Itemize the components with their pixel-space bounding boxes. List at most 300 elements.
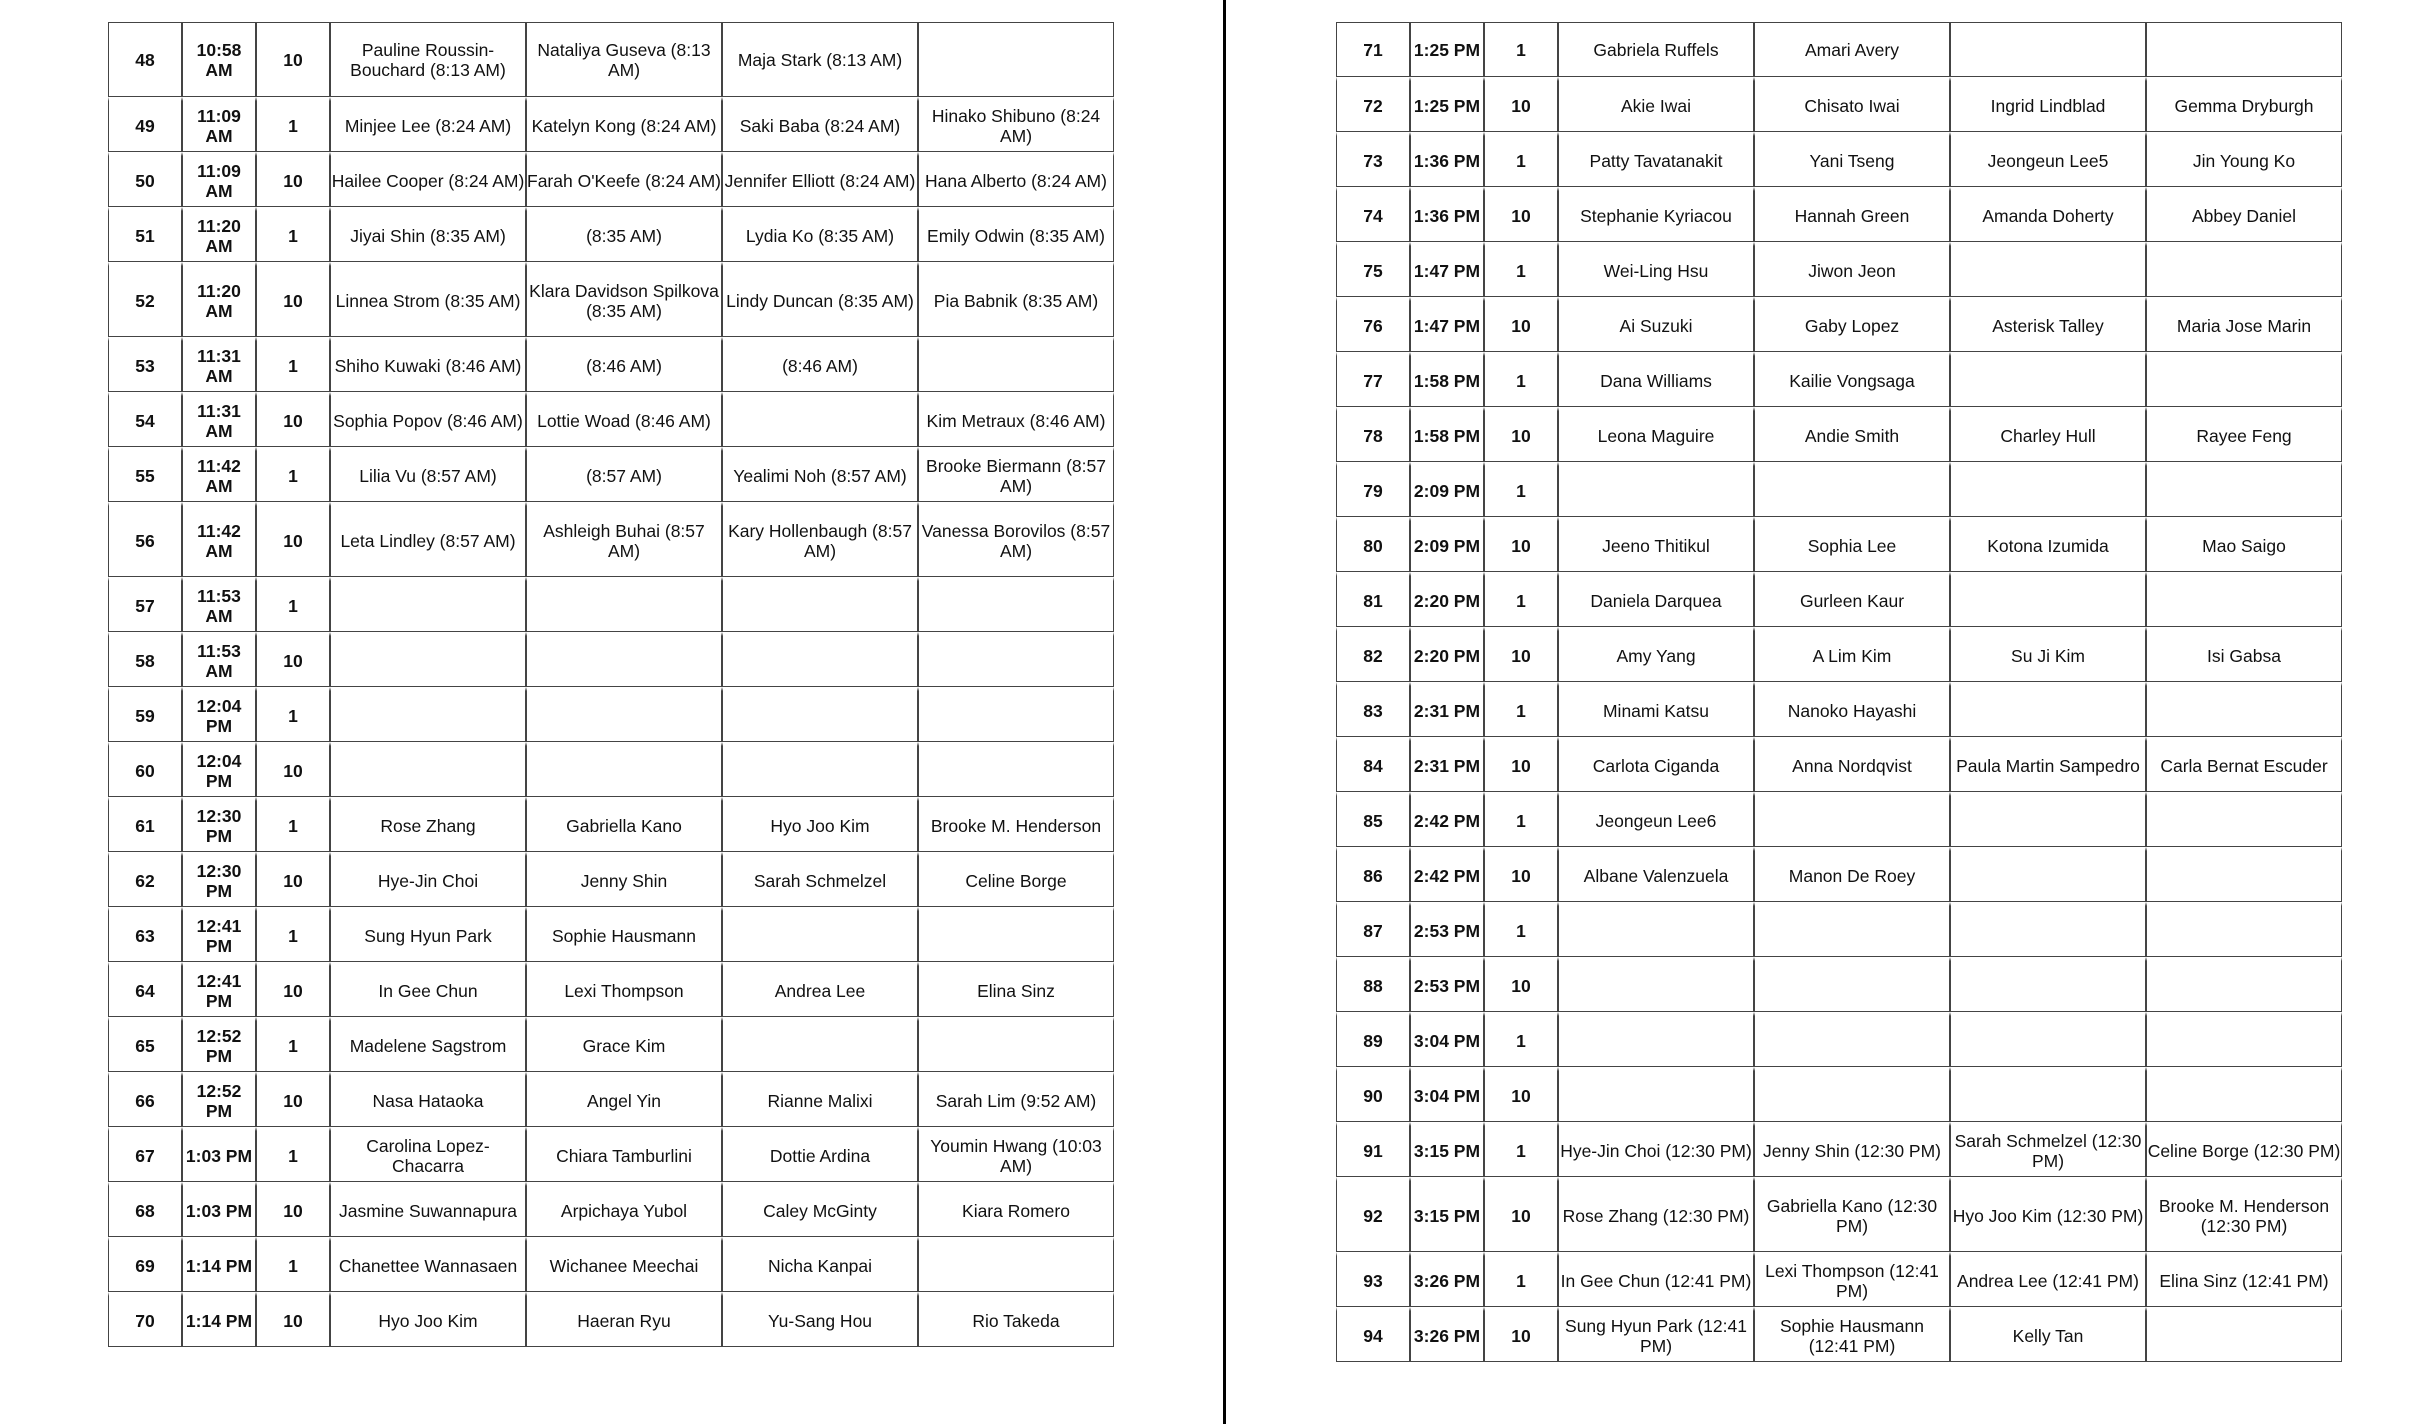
tee-time: 2:31 PM <box>1410 737 1484 792</box>
player-cell: Jenny Shin (12:30 PM) <box>1754 1122 1950 1177</box>
group-number: 90 <box>1336 1067 1410 1122</box>
player-cell: Yealimi Noh (8:57 AM) <box>722 447 918 502</box>
tee-time-row <box>1336 792 2342 847</box>
starting-tee: 1 <box>1484 902 1558 957</box>
tee-time-row <box>108 907 1114 962</box>
player-cell: Nataliya Guseva (8:13 AM) <box>526 22 722 97</box>
player-cell: Gabriella Kano <box>526 797 722 852</box>
group-number: 84 <box>1336 737 1410 792</box>
player-cell <box>1950 682 2146 737</box>
player-cell <box>1950 22 2146 77</box>
tee-time-row <box>1336 407 2342 462</box>
group-number: 75 <box>1336 242 1410 297</box>
tee-time-row <box>108 262 1114 337</box>
player-cell: Sarah Schmelzel (12:30 PM) <box>1950 1122 2146 1177</box>
starting-tee: 1 <box>1484 462 1558 517</box>
tee-sheet-right-page <box>1336 22 2342 1362</box>
tee-time: 12:41 PM <box>182 962 256 1017</box>
player-cell: Abbey Daniel <box>2146 187 2342 242</box>
tee-time-row <box>108 577 1114 632</box>
player-cell: Manon De Roey <box>1754 847 1950 902</box>
tee-time-row <box>108 1127 1114 1182</box>
tee-time-row <box>108 632 1114 687</box>
group-number: 65 <box>108 1017 182 1072</box>
tee-time-row <box>108 852 1114 907</box>
group-number: 81 <box>1336 572 1410 627</box>
group-number: 52 <box>108 262 182 337</box>
tee-time-row <box>108 797 1114 852</box>
player-cell: (8:57 AM) <box>526 447 722 502</box>
player-cell: Wei-Ling Hsu <box>1558 242 1754 297</box>
player-cell <box>330 742 526 797</box>
group-number: 66 <box>108 1072 182 1127</box>
tee-time: 1:25 PM <box>1410 77 1484 132</box>
group-number: 87 <box>1336 902 1410 957</box>
tee-time: 1:36 PM <box>1410 187 1484 242</box>
player-cell <box>1950 242 2146 297</box>
player-cell: Elina Sinz (12:41 PM) <box>2146 1252 2342 1307</box>
tee-time-row <box>1336 902 2342 957</box>
tee-time: 2:42 PM <box>1410 847 1484 902</box>
player-cell: Gabriela Ruffels <box>1558 22 1754 77</box>
starting-tee: 10 <box>256 1292 330 1347</box>
group-number: 78 <box>1336 407 1410 462</box>
group-number: 49 <box>108 97 182 152</box>
player-cell: Hailee Cooper (8:24 AM) <box>330 152 526 207</box>
tee-time-row <box>1336 462 2342 517</box>
group-number: 80 <box>1336 517 1410 572</box>
player-cell <box>1754 1012 1950 1067</box>
group-number: 73 <box>1336 132 1410 187</box>
tee-time: 2:20 PM <box>1410 572 1484 627</box>
player-cell: Amy Yang <box>1558 627 1754 682</box>
group-number: 53 <box>108 337 182 392</box>
player-cell <box>526 577 722 632</box>
player-cell <box>1950 1067 2146 1122</box>
player-cell: Ai Suzuki <box>1558 297 1754 352</box>
player-cell: Chisato Iwai <box>1754 77 1950 132</box>
player-cell <box>722 907 918 962</box>
group-number: 94 <box>1336 1307 1410 1362</box>
player-cell: Asterisk Talley <box>1950 297 2146 352</box>
tee-time-row <box>1336 187 2342 242</box>
player-cell: Hye-Jin Choi <box>330 852 526 907</box>
starting-tee: 1 <box>1484 682 1558 737</box>
player-cell: Kailie Vongsaga <box>1754 352 1950 407</box>
starting-tee: 10 <box>1484 957 1558 1012</box>
player-cell: Rianne Malixi <box>722 1072 918 1127</box>
player-cell <box>1754 957 1950 1012</box>
player-cell <box>722 742 918 797</box>
player-cell: Sophia Popov (8:46 AM) <box>330 392 526 447</box>
player-cell: Carlota Ciganda <box>1558 737 1754 792</box>
player-cell: Celine Borge <box>918 852 1114 907</box>
tee-time: 11:20 AM <box>182 207 256 262</box>
page-divider <box>1223 0 1226 1424</box>
player-cell: Ashleigh Buhai (8:57 AM) <box>526 502 722 577</box>
player-cell: Lexi Thompson (12:41 PM) <box>1754 1252 1950 1307</box>
player-cell: Jeongeun Lee6 <box>1558 792 1754 847</box>
tee-time-row <box>1336 1252 2342 1307</box>
starting-tee: 10 <box>256 632 330 687</box>
tee-time: 12:30 PM <box>182 852 256 907</box>
tee-time-row <box>1336 22 2342 77</box>
group-number: 89 <box>1336 1012 1410 1067</box>
tee-time-row <box>1336 1122 2342 1177</box>
starting-tee: 1 <box>1484 792 1558 847</box>
player-cell: Arpichaya Yubol <box>526 1182 722 1237</box>
tee-time-row <box>108 152 1114 207</box>
tee-time: 3:26 PM <box>1410 1307 1484 1362</box>
tee-time: 1:14 PM <box>182 1237 256 1292</box>
player-cell: Kelly Tan <box>1950 1307 2146 1362</box>
starting-tee: 10 <box>1484 847 1558 902</box>
player-cell: Anna Nordqvist <box>1754 737 1950 792</box>
player-cell: Maria Jose Marin <box>2146 297 2342 352</box>
group-number: 58 <box>108 632 182 687</box>
group-number: 76 <box>1336 297 1410 352</box>
group-number: 60 <box>108 742 182 797</box>
starting-tee: 10 <box>256 852 330 907</box>
group-number: 88 <box>1336 957 1410 1012</box>
player-cell <box>2146 572 2342 627</box>
player-cell: Andrea Lee (12:41 PM) <box>1950 1252 2146 1307</box>
player-cell: Rio Takeda <box>918 1292 1114 1347</box>
player-cell: Amari Avery <box>1754 22 1950 77</box>
player-cell: Jiwon Jeon <box>1754 242 1950 297</box>
player-cell: Stephanie Kyriacou <box>1558 187 1754 242</box>
player-cell: Celine Borge (12:30 PM) <box>2146 1122 2342 1177</box>
player-cell: Dottie Ardina <box>722 1127 918 1182</box>
player-cell <box>722 577 918 632</box>
player-cell: Hinako Shibuno (8:24 AM) <box>918 97 1114 152</box>
starting-tee: 1 <box>256 1237 330 1292</box>
group-number: 67 <box>108 1127 182 1182</box>
player-cell <box>1754 902 1950 957</box>
player-cell: Patty Tavatanakit <box>1558 132 1754 187</box>
player-cell <box>526 687 722 742</box>
starting-tee: 1 <box>1484 132 1558 187</box>
tee-time-row <box>1336 132 2342 187</box>
player-cell: Rose Zhang <box>330 797 526 852</box>
group-number: 85 <box>1336 792 1410 847</box>
group-number: 61 <box>108 797 182 852</box>
tee-time: 12:52 PM <box>182 1017 256 1072</box>
starting-tee: 1 <box>256 797 330 852</box>
tee-time: 1:36 PM <box>1410 132 1484 187</box>
tee-time: 2:09 PM <box>1410 462 1484 517</box>
player-cell: (8:46 AM) <box>526 337 722 392</box>
player-cell: (8:35 AM) <box>526 207 722 262</box>
player-cell <box>1950 957 2146 1012</box>
starting-tee: 10 <box>1484 187 1558 242</box>
player-cell: Isi Gabsa <box>2146 627 2342 682</box>
player-cell <box>1950 352 2146 407</box>
player-cell <box>2146 242 2342 297</box>
starting-tee: 10 <box>1484 1307 1558 1362</box>
group-number: 93 <box>1336 1252 1410 1307</box>
player-cell <box>330 632 526 687</box>
tee-time-row <box>1336 352 2342 407</box>
starting-tee: 10 <box>256 262 330 337</box>
tee-time-row <box>108 337 1114 392</box>
group-number: 79 <box>1336 462 1410 517</box>
tee-time-row <box>108 392 1114 447</box>
player-cell: Jin Young Ko <box>2146 132 2342 187</box>
tee-time: 12:04 PM <box>182 742 256 797</box>
player-cell <box>2146 902 2342 957</box>
group-number: 72 <box>1336 77 1410 132</box>
starting-tee: 1 <box>1484 1122 1558 1177</box>
starting-tee: 10 <box>1484 77 1558 132</box>
player-cell: In Gee Chun <box>330 962 526 1017</box>
player-cell: Sophie Hausmann <box>526 907 722 962</box>
tee-time-row <box>1336 77 2342 132</box>
player-cell: Kotona Izumida <box>1950 517 2146 572</box>
player-cell: Rose Zhang (12:30 PM) <box>1558 1177 1754 1252</box>
tee-time: 11:53 AM <box>182 577 256 632</box>
player-cell: Gemma Dryburgh <box>2146 77 2342 132</box>
group-number: 54 <box>108 392 182 447</box>
group-number: 70 <box>108 1292 182 1347</box>
tee-time: 1:47 PM <box>1410 242 1484 297</box>
starting-tee: 10 <box>1484 517 1558 572</box>
player-cell: Gaby Lopez <box>1754 297 1950 352</box>
tee-time-row <box>108 207 1114 262</box>
player-cell <box>1558 1012 1754 1067</box>
player-cell <box>918 577 1114 632</box>
starting-tee: 1 <box>256 207 330 262</box>
tee-time-row <box>1336 1307 2342 1362</box>
group-number: 74 <box>1336 187 1410 242</box>
player-cell: Su Ji Kim <box>1950 627 2146 682</box>
group-number: 56 <box>108 502 182 577</box>
player-cell: Lydia Ko (8:35 AM) <box>722 207 918 262</box>
player-cell <box>722 392 918 447</box>
tee-time: 11:42 AM <box>182 502 256 577</box>
player-cell: Jennifer Elliott (8:24 AM) <box>722 152 918 207</box>
tee-time: 1:03 PM <box>182 1127 256 1182</box>
tee-time: 2:53 PM <box>1410 902 1484 957</box>
tee-time-row <box>108 22 1114 97</box>
player-cell: Hannah Green <box>1754 187 1950 242</box>
player-cell: A Lim Kim <box>1754 627 1950 682</box>
player-cell <box>918 632 1114 687</box>
player-cell: Hye-Jin Choi (12:30 PM) <box>1558 1122 1754 1177</box>
player-cell <box>2146 462 2342 517</box>
player-cell: Paula Martin Sampedro <box>1950 737 2146 792</box>
player-cell: Kim Metraux (8:46 AM) <box>918 392 1114 447</box>
player-cell <box>1950 572 2146 627</box>
tee-time-row <box>108 1182 1114 1237</box>
group-number: 68 <box>108 1182 182 1237</box>
group-number: 63 <box>108 907 182 962</box>
tee-time-row <box>108 742 1114 797</box>
starting-tee: 1 <box>256 337 330 392</box>
player-cell: Charley Hull <box>1950 407 2146 462</box>
player-cell: Jiyai Shin (8:35 AM) <box>330 207 526 262</box>
player-cell: Farah O'Keefe (8:24 AM) <box>526 152 722 207</box>
starting-tee: 1 <box>256 907 330 962</box>
tee-time: 1:25 PM <box>1410 22 1484 77</box>
starting-tee: 10 <box>1484 407 1558 462</box>
player-cell: Vanessa Borovilos (8:57 AM) <box>918 502 1114 577</box>
player-cell <box>2146 957 2342 1012</box>
player-cell <box>918 742 1114 797</box>
tee-time: 1:58 PM <box>1410 352 1484 407</box>
player-cell: Lindy Duncan (8:35 AM) <box>722 262 918 337</box>
player-cell <box>1950 792 2146 847</box>
player-cell <box>1754 792 1950 847</box>
player-cell <box>330 577 526 632</box>
player-cell <box>2146 352 2342 407</box>
player-cell <box>918 22 1114 97</box>
group-number: 77 <box>1336 352 1410 407</box>
player-cell: Akie Iwai <box>1558 77 1754 132</box>
tee-time-row <box>108 1237 1114 1292</box>
tee-time: 12:52 PM <box>182 1072 256 1127</box>
starting-tee: 10 <box>256 1182 330 1237</box>
player-cell: Chanettee Wannasaen <box>330 1237 526 1292</box>
group-number: 82 <box>1336 627 1410 682</box>
player-cell <box>1950 847 2146 902</box>
group-number: 57 <box>108 577 182 632</box>
player-cell: Lottie Woad (8:46 AM) <box>526 392 722 447</box>
starting-tee: 10 <box>256 392 330 447</box>
player-cell: Ingrid Lindblad <box>1950 77 2146 132</box>
starting-tee: 10 <box>256 502 330 577</box>
starting-tee: 10 <box>1484 737 1558 792</box>
player-cell <box>2146 792 2342 847</box>
player-cell: Brooke M. Henderson <box>918 797 1114 852</box>
tee-times-table-right <box>1336 22 2342 1362</box>
tee-time: 3:04 PM <box>1410 1067 1484 1122</box>
player-cell: Brooke M. Henderson (12:30 PM) <box>2146 1177 2342 1252</box>
starting-tee: 1 <box>256 447 330 502</box>
tee-time: 12:30 PM <box>182 797 256 852</box>
starting-tee: 1 <box>1484 1012 1558 1067</box>
player-cell: Dana Williams <box>1558 352 1754 407</box>
tee-time: 11:09 AM <box>182 97 256 152</box>
player-cell: Hyo Joo Kim <box>722 797 918 852</box>
tee-time-row <box>1336 242 2342 297</box>
player-cell: Leta Lindley (8:57 AM) <box>330 502 526 577</box>
tee-time: 1:47 PM <box>1410 297 1484 352</box>
tee-time: 11:31 AM <box>182 337 256 392</box>
group-number: 71 <box>1336 22 1410 77</box>
tee-time-row <box>1336 1067 2342 1122</box>
tee-time: 2:09 PM <box>1410 517 1484 572</box>
starting-tee: 1 <box>256 97 330 152</box>
player-cell <box>722 1017 918 1072</box>
tee-time-row <box>1336 682 2342 737</box>
tee-time: 1:58 PM <box>1410 407 1484 462</box>
player-cell: Caley McGinty <box>722 1182 918 1237</box>
player-cell: Nanoko Hayashi <box>1754 682 1950 737</box>
tee-time-row <box>1336 627 2342 682</box>
player-cell: Hyo Joo Kim (12:30 PM) <box>1950 1177 2146 1252</box>
player-cell <box>2146 847 2342 902</box>
tee-time: 2:53 PM <box>1410 957 1484 1012</box>
tee-time: 1:03 PM <box>182 1182 256 1237</box>
player-cell: Madelene Sagstrom <box>330 1017 526 1072</box>
player-cell: Hyo Joo Kim <box>330 1292 526 1347</box>
tee-time: 3:26 PM <box>1410 1252 1484 1307</box>
tee-time-row <box>108 447 1114 502</box>
player-cell <box>2146 682 2342 737</box>
tee-time-row <box>1336 572 2342 627</box>
player-cell: Albane Valenzuela <box>1558 847 1754 902</box>
player-cell <box>526 632 722 687</box>
group-number: 50 <box>108 152 182 207</box>
player-cell: Andrea Lee <box>722 962 918 1017</box>
group-number: 86 <box>1336 847 1410 902</box>
starting-tee: 1 <box>1484 352 1558 407</box>
player-cell: Kiara Romero <box>918 1182 1114 1237</box>
player-cell <box>722 687 918 742</box>
player-cell <box>330 687 526 742</box>
player-cell: Leona Maguire <box>1558 407 1754 462</box>
tee-time-row <box>108 1292 1114 1347</box>
player-cell: Sung Hyun Park (12:41 PM) <box>1558 1307 1754 1362</box>
player-cell: Grace Kim <box>526 1017 722 1072</box>
player-cell: Jeeno Thitikul <box>1558 517 1754 572</box>
tee-time-row <box>108 962 1114 1017</box>
player-cell: In Gee Chun (12:41 PM) <box>1558 1252 1754 1307</box>
starting-tee: 10 <box>1484 297 1558 352</box>
player-cell: Maja Stark (8:13 AM) <box>722 22 918 97</box>
starting-tee: 1 <box>1484 572 1558 627</box>
tee-time: 12:41 PM <box>182 907 256 962</box>
player-cell: Pia Babnik (8:35 AM) <box>918 262 1114 337</box>
tee-time-row <box>108 1017 1114 1072</box>
tee-time: 2:31 PM <box>1410 682 1484 737</box>
player-cell: Carolina Lopez-Chacarra <box>330 1127 526 1182</box>
tee-time: 10:58 AM <box>182 22 256 97</box>
starting-tee: 10 <box>256 962 330 1017</box>
player-cell <box>1558 1067 1754 1122</box>
player-cell: Gabriella Kano (12:30 PM) <box>1754 1177 1950 1252</box>
player-cell <box>918 337 1114 392</box>
tee-time: 3:15 PM <box>1410 1122 1484 1177</box>
player-cell <box>918 1237 1114 1292</box>
tee-time: 2:42 PM <box>1410 792 1484 847</box>
tee-time: 1:14 PM <box>182 1292 256 1347</box>
tee-time-row <box>1336 737 2342 792</box>
player-cell: Chiara Tamburlini <box>526 1127 722 1182</box>
starting-tee: 1 <box>1484 242 1558 297</box>
player-cell: Nicha Kanpai <box>722 1237 918 1292</box>
player-cell: Sung Hyun Park <box>330 907 526 962</box>
player-cell: Elina Sinz <box>918 962 1114 1017</box>
player-cell: Lilia Vu (8:57 AM) <box>330 447 526 502</box>
tee-sheet-left-page <box>108 22 1114 1347</box>
player-cell: Jeongeun Lee5 <box>1950 132 2146 187</box>
player-cell: Minjee Lee (8:24 AM) <box>330 97 526 152</box>
player-cell <box>918 687 1114 742</box>
tee-time: 12:04 PM <box>182 687 256 742</box>
tee-time: 11:53 AM <box>182 632 256 687</box>
tee-time: 2:20 PM <box>1410 627 1484 682</box>
tee-time-row <box>1336 847 2342 902</box>
tee-time-row <box>1336 957 2342 1012</box>
player-cell: Emily Odwin (8:35 AM) <box>918 207 1114 262</box>
player-cell: Yu-Sang Hou <box>722 1292 918 1347</box>
group-number: 83 <box>1336 682 1410 737</box>
tee-time-row <box>108 687 1114 742</box>
group-number: 62 <box>108 852 182 907</box>
tee-time: 3:15 PM <box>1410 1177 1484 1252</box>
